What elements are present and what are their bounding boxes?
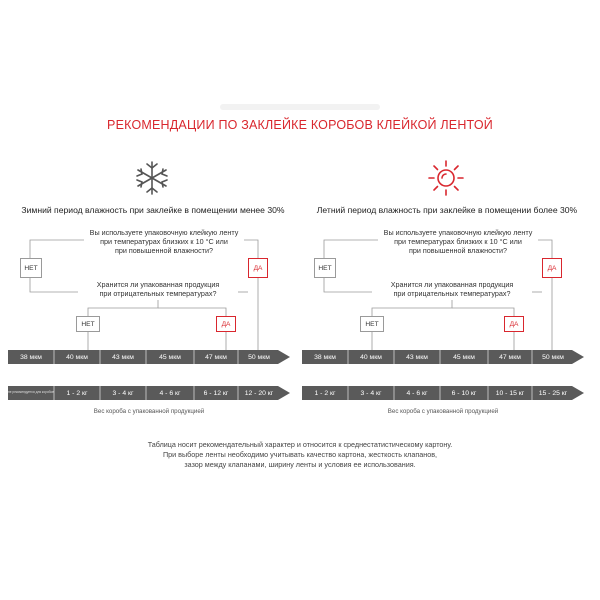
snowflake-icon <box>132 158 172 198</box>
weight-label: 3 - 4 кг <box>112 389 134 397</box>
weight-label: 4 - 6 кг <box>406 389 428 397</box>
footer-line: зазор между клапанами, ширину ленты и условия ее использования. <box>184 460 416 469</box>
answer-yes-box: ДА <box>216 316 236 332</box>
thickness-label: 40 мкм <box>360 353 382 361</box>
weight-label: 15 - 25 кг <box>538 389 568 397</box>
question-line: при повышенной влажности? <box>408 246 507 256</box>
sun-icon <box>426 158 466 198</box>
thickness-label: 50 мкм <box>248 353 270 361</box>
weight-label: 6 - 10 кг <box>451 389 477 397</box>
question-line: Хранится ли упакованная продукция <box>96 280 220 289</box>
faded-header-strip <box>220 104 380 110</box>
thickness-arrow <box>302 350 584 364</box>
thickness-label: 47 мкм <box>205 353 227 361</box>
thickness-label: 43 мкм <box>406 353 428 361</box>
summer-period-label: Летний период влажность при заклейке в помещении более 30% <box>316 205 578 215</box>
weight-arrow <box>302 386 584 400</box>
weight-label: 1 - 2 кг <box>66 389 88 397</box>
thickness-label: 47 мкм <box>499 353 521 361</box>
question-storage-temperature <box>372 280 532 298</box>
answer-no-box: НЕТ <box>76 316 100 332</box>
question-line: Вы используете упаковочную клейкую ленту <box>383 228 533 237</box>
thickness-label: 50 мкм <box>542 353 564 361</box>
weight-label: 3 - 4 кг <box>360 389 382 397</box>
footer-line: Таблица носит рекомендательный характер и относится к среднестатистическому картону. <box>147 440 453 449</box>
weight-note: не рекомендуется для коробов <box>8 390 54 395</box>
weight-label: 6 - 12 кг <box>203 389 229 397</box>
answer-yes-box: ДА <box>542 258 562 278</box>
thickness-label: 45 мкм <box>453 353 475 361</box>
question-line: при отрицательных температурах? <box>99 289 217 299</box>
weight-arrow <box>8 386 290 400</box>
weight-label: 12 - 20 кг <box>244 389 274 397</box>
answer-no-box: НЕТ <box>20 258 42 278</box>
question-line: при температурах близких к 10 °C или <box>394 237 522 247</box>
question-tape-usage <box>378 228 538 256</box>
thickness-label: 38 мкм <box>314 353 336 361</box>
question-tape-usage <box>84 228 244 256</box>
footer-note <box>60 440 540 470</box>
question-line: при температурах близких к 10 °C или <box>100 237 228 247</box>
answer-yes-box: ДА <box>248 258 268 278</box>
weight-label: 1 - 2 кг <box>314 389 336 397</box>
question-line: Вы используете упаковочную клейкую ленту <box>89 228 239 237</box>
thickness-label: 38 мкм <box>20 353 42 361</box>
question-line: при отрицательных температурах? <box>393 289 511 299</box>
winter-panel <box>8 150 298 430</box>
weight-caption: Вес короба с упакованной продукцией <box>387 408 499 415</box>
answer-yes-box: ДА <box>504 316 524 332</box>
weight-label: 10 - 15 кг <box>495 389 525 397</box>
thickness-label: 45 мкм <box>159 353 181 361</box>
question-line: Хранится ли упакованная продукция <box>390 280 514 289</box>
thickness-label: 43 мкм <box>112 353 134 361</box>
footer-line: При выборе ленты необходимо учитывать качество картона, жесткость клапанов, <box>162 450 438 459</box>
weight-label: 4 - 6 кг <box>159 389 181 397</box>
weight-caption: Вес короба с упакованной продукцией <box>93 408 205 415</box>
page-title: РЕКОМЕНДАЦИИ ПО ЗАКЛЕЙКЕ КОРОБОВ КЛЕЙКОЙ ЛЕНТОЙ <box>107 118 493 132</box>
answer-no-box: НЕТ <box>360 316 384 332</box>
summer-panel <box>302 150 592 430</box>
answer-no-box: НЕТ <box>314 258 336 278</box>
thickness-arrow <box>8 350 290 364</box>
question-storage-temperature <box>78 280 238 298</box>
question-line: при повышенной влажности? <box>114 246 213 256</box>
winter-period-label: Зимний период влажность при заклейке в помещении менее 30% <box>21 205 285 215</box>
thickness-label: 40 мкм <box>66 353 88 361</box>
